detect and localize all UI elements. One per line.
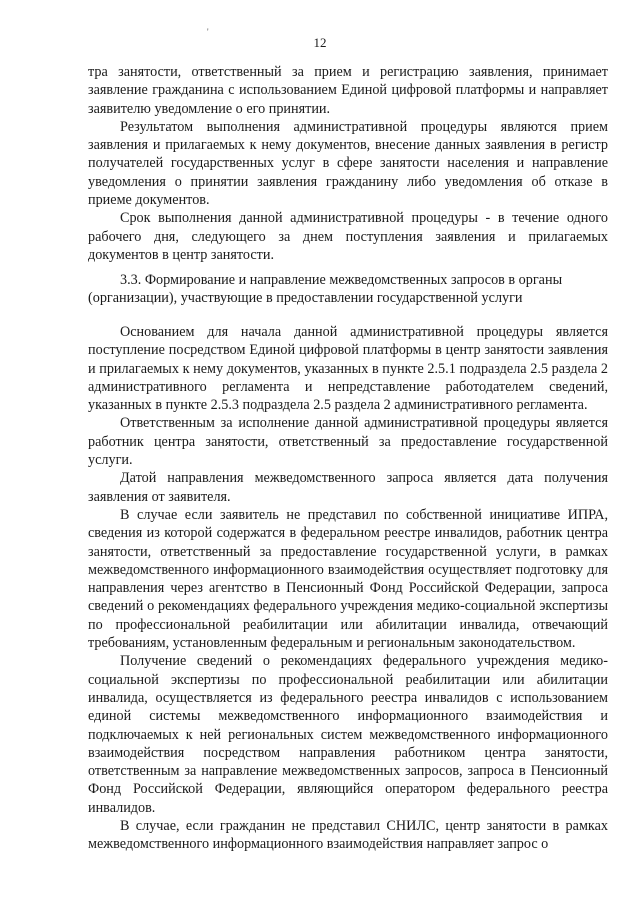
paragraph-receiving-info: Получение сведений о рекомендациях федерального учреждения медико-социальной экспертизы по профессиональной реабилитации или абилитации инвалида, осуществляется из федерального реестра инвалидов с использованием единой системы межведомственного информационного взаимодействия и подключаемых к ней региональных систем межведомственного информационного взаимодействия посредством направления работником центра занятости, ответственным за направление межведомственных запросов, запроса в Пенсионный Фонд Российской Федерации, являющийся оператором федерального реестра инвалидов. xyxy=(88,653,608,816)
top-block xyxy=(88,63,608,264)
page-number: 12 xyxy=(313,35,327,50)
paragraph-continuation: тра занятости, ответственный за прием и регистрацию заявления, принимает заявление гражданина с использованием Единой цифровой платформы и направляет заявителю уведомление о его принятии. xyxy=(88,64,608,117)
paragraph-snils: В случае, если гражданин не представил СНИЛС, центр занятости в рамках межведомственного информационного взаимодействия направляет запрос о xyxy=(88,818,608,853)
section-heading: 3.3. Формирование и направление межведомственных запросов в органы (организации), участвующие в предоставлении государственной услуги xyxy=(88,272,563,307)
paragraph-responsible: Ответственным за исполнение данной административной процедуры является работник центра занятости, ответственный за предоставление государственной услуги. xyxy=(88,415,608,469)
section-heading-block xyxy=(88,271,608,308)
paragraph-basis: Основанием для начала данной административной процедуры является поступление посредством Единой цифровой платформы в центр занятости заявления и прилагаемых к нему документов, указанных в пункте 2.5.1 подраздела 2.5 раздела 2 административного регламента и непредставление работодателем сведений, указанных в пункте 2.5.3 подраздела 2.5 раздела 2 административного регламента. xyxy=(88,324,608,414)
paragraph-deadline: Срок выполнения данной административной процедуры - в течение одного рабочего дня, следующего за днем поступления заявления и прилагаемых документов в центр занятости. xyxy=(88,210,608,263)
paragraph-result: Результатом выполнения административной процедуры являются прием заявления и прилагаемых к нему документов, внесение данных заявления в регистр получателей государственных услуг в сфере занятости населения и направление уведомления о принятии заявления гражданину либо уведомления об отказе в приеме документов. xyxy=(88,118,608,209)
section-body xyxy=(88,323,608,854)
scan-mark: ' xyxy=(207,27,209,37)
paragraph-ipra: В случае если заявитель не представил по собственной инициативе ИПРА, сведения из которой содержатся в федеральном реестре инвалидов, работник центра занятости, ответственный за предоставление государственной услуги, в рамках межведомственного информационного взаимодействия осуществляет подготовку для направления через агентство в Пенсионный Фонд Российской Федерации, запроса сведений о рекомендациях федерального учреждения медико-социальной экспертизы по профессиональной реабилитации или абилитации инвалида, отвечающий требованиям, установленным федеральным и региональным законодательством. xyxy=(88,506,608,652)
paragraph-request-date: Датой направления межведомственного запроса является дата получения заявления от заявителя. xyxy=(88,470,608,505)
